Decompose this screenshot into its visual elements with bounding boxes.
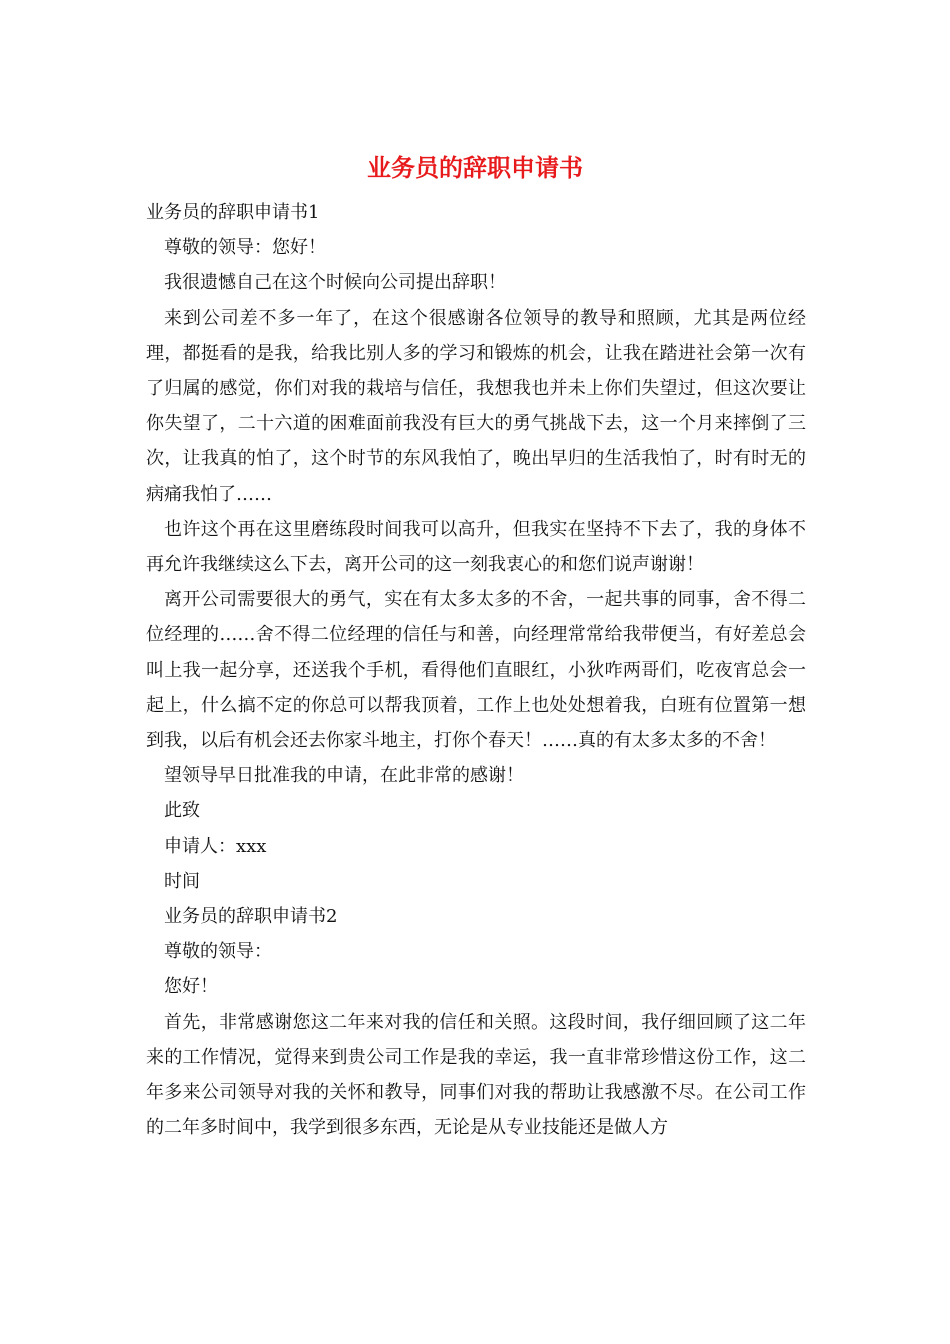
paragraph: 来到公司差不多一年了，在这个很感谢各位领导的教导和照顾，尤其是两位经理，都挺看的是我，给我比别人多的学习和锻炼的机会，让我在踏进社会第一次有了归属的感觉，你们对我的栽培与信任，我想我也并未上你们失望过，但这次要让你失望了，二十六道的困难面前我没有巨大的勇气挑战下去，这一个月来摔倒了三次，让我真的怕了，这个时节的东风我怕了，晚出早归的生活我怕了，时有时无的病痛我怕了…… <box>146 307 806 505</box>
paragraph: 也许这个再在这里磨练段时间我可以高升，但我实在坚持不下去了，我的身体不再允许我继续这么下去，离开公司的这一刻我衷心的和您们说声谢谢！ <box>146 518 806 576</box>
paragraph: 首先，非常感谢您这二年来对我的信任和关照。这段时间，我仔细回顾了这二年来的工作情况，觉得来到贵公司工作是我的幸运，我一直非常珍惜这份工作，这二年多来公司领导对我的关怀和教导，同事们对我的帮助让我感激不尽。在公司工作的二年多时间中，我学到很多东西，无论是从专业技能还是做人方 <box>146 1011 806 1139</box>
greeting: 您好！ <box>164 976 218 998</box>
signature-date: 时间 <box>164 870 200 892</box>
salutation: 尊敬的领导：您好！ <box>164 237 326 259</box>
section-heading: 业务员的辞职申请书2 <box>164 906 338 928</box>
section-heading: 业务员的辞职申请书1 <box>146 202 320 223</box>
closing: 此致 <box>164 800 200 822</box>
paragraph: 望领导早日批准我的申请，在此非常的感谢！ <box>164 765 524 787</box>
paragraph: 我很遗憾自己在这个时候向公司提出辞职！ <box>164 272 506 294</box>
document-title: 业务员的辞职申请书 <box>367 153 583 182</box>
signature-applicant: 申请人：xxx <box>164 835 267 857</box>
document-body <box>146 195 806 1145</box>
paragraph: 离开公司需要很大的勇气，实在有太多太多的不舍，一起共事的同事，舍不得二位经理的……舍不得二位经理的信任与和善，向经理常常给我带便当，有好差总会叫上我一起分享，还送我个手机，看得他们直眼红，小狄咋两哥们，吃夜宵总会一起上，什么搞不定的你总可以帮我顶着，工作上也处处想着我，白班有位置第一想到我，以后有机会还去你家斗地主，打你个春天！……真的有太多太多的不舍！ <box>146 589 806 752</box>
salutation: 尊敬的领导： <box>164 941 272 963</box>
